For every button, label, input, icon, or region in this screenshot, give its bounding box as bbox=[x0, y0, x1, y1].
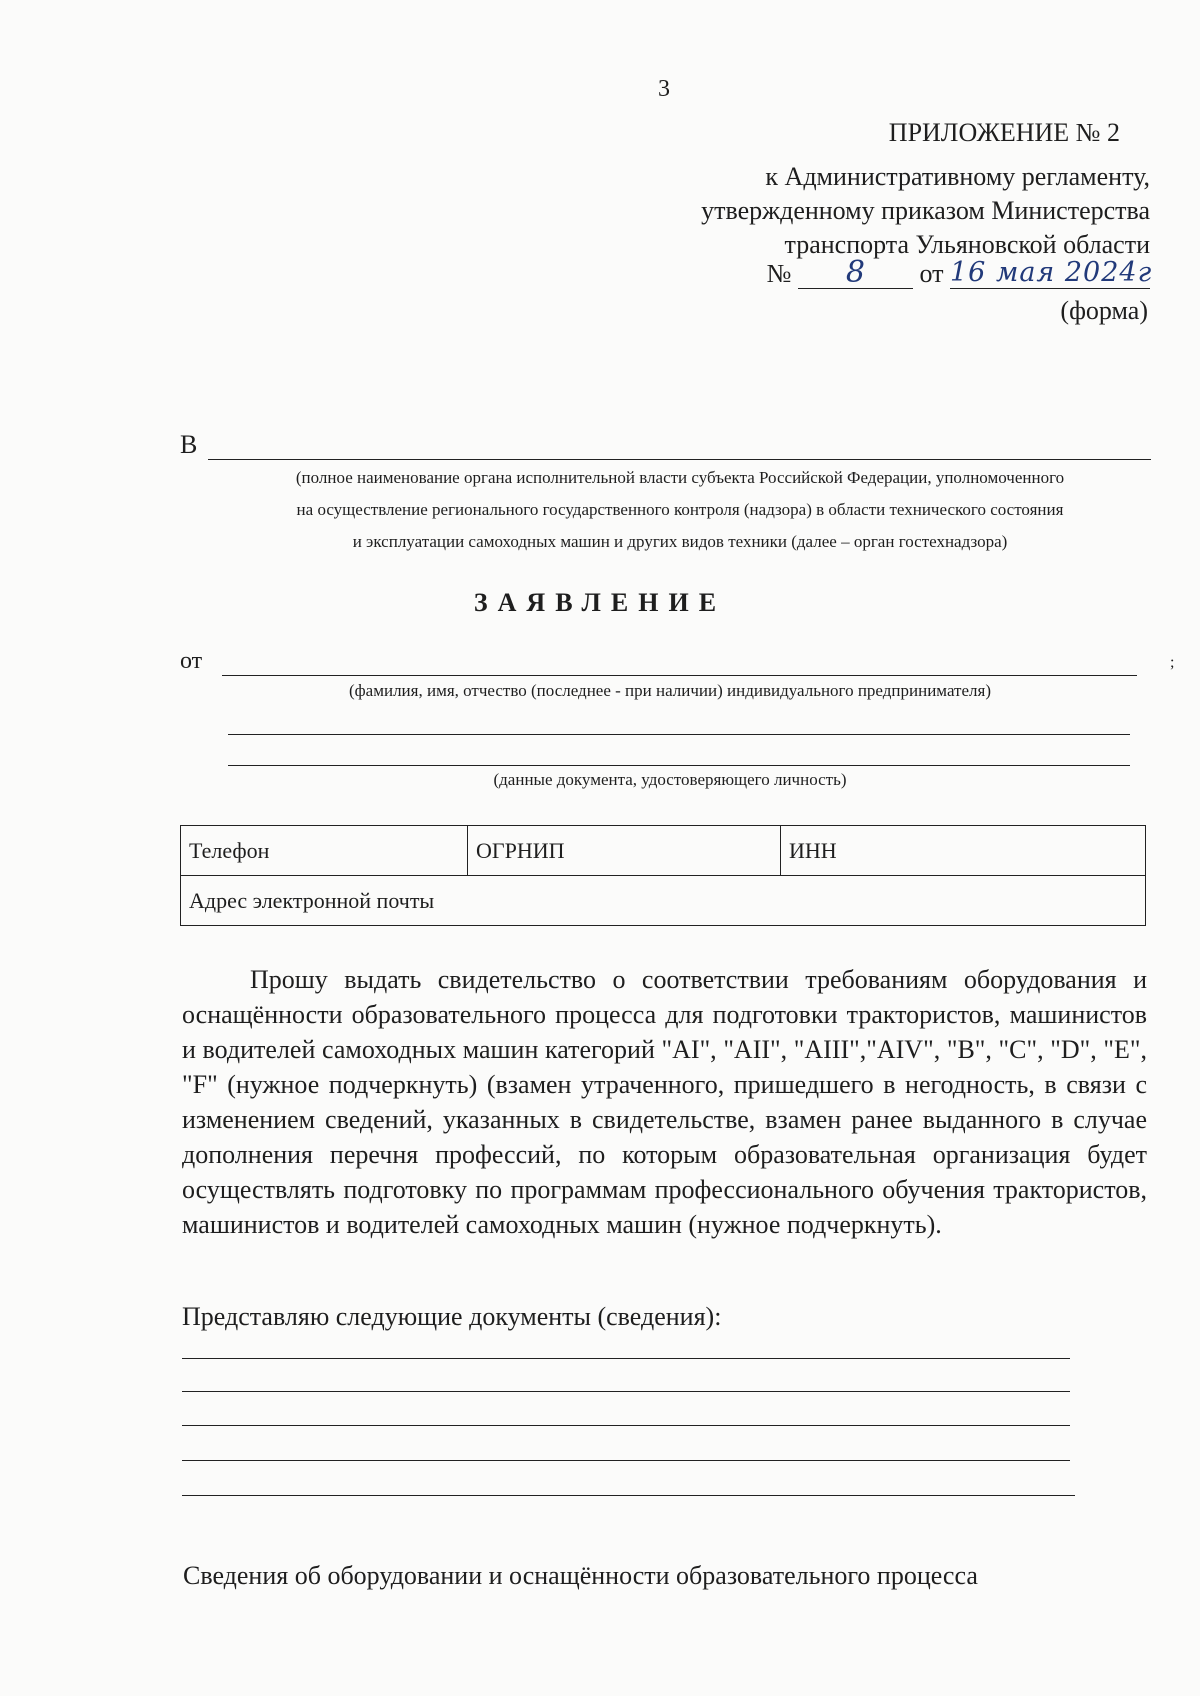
applicant-name-caption: (фамилия, имя, отчество (последнее - при наличии) индивидуального предпринимателя) bbox=[349, 681, 991, 700]
table-row bbox=[181, 826, 1146, 876]
order-number-label: № bbox=[766, 259, 792, 288]
email-cell: Адрес электронной почты bbox=[181, 876, 1146, 926]
semicolon: ; bbox=[1170, 654, 1175, 671]
appendix-line-1: к Административному регламенту, bbox=[765, 162, 1150, 191]
order-date-label: от bbox=[919, 259, 944, 288]
from-label: от bbox=[180, 648, 203, 674]
addressee-caption-line-3: и эксплуатации самоходных машин и других видов техники (далее – орган гостехнадзора) bbox=[352, 532, 1008, 551]
request-paragraph: Прошу выдать свидетельство о соответствии требованиям оборудования и оснащённости образовательного процесса для подготовки трактористов, машинистов и водителей самоходных машин категорий "AI", "AII", "AIII","AIV", "B", "C", "D", "E", "F" (нужное подчеркнуть) (взамен утраченного, пришедшего в негодность, в связи с изменением сведений, указанных в свидетельстве, взамен ранее выданного в случае дополнения перечня профессий, по которым образовательная организация будет осуществлять подготовку по программам профессионального обучения трактористов, машинистов и водителей самоходных машин (нужное подчеркнуть). bbox=[182, 965, 1147, 1239]
documents-line-4 bbox=[182, 1460, 1070, 1461]
id-document-caption: (данные документа, удостоверяющего личность) bbox=[493, 770, 847, 789]
table-row bbox=[181, 876, 1146, 926]
phone-cell: Телефон bbox=[181, 826, 468, 876]
form-label: (форма) bbox=[1060, 296, 1148, 325]
page-number: 3 bbox=[658, 76, 670, 102]
documents-line-3 bbox=[182, 1425, 1070, 1426]
equipment-label: Сведения об оборудовании и оснащённости образовательного процесса bbox=[183, 1561, 978, 1590]
statement-title: ЗАЯВЛЕНИЕ bbox=[473, 588, 727, 617]
contact-table bbox=[180, 825, 1146, 926]
addressee-label: В bbox=[180, 430, 198, 459]
addressee-caption-line-2: на осуществление регионального государственного контроля (надзора) в области технического состояния bbox=[296, 500, 1064, 519]
appendix-line-2: утвержденному приказом Министерства bbox=[701, 196, 1150, 225]
appendix-line-3: транспорта Ульяновской области bbox=[784, 230, 1150, 259]
addressee-field-line bbox=[208, 459, 1151, 460]
appendix-title: ПРИЛОЖЕНИЕ № 2 bbox=[888, 118, 1120, 147]
documents-line-5 bbox=[182, 1495, 1075, 1496]
order-date-handwritten: 16 мая 2024г bbox=[950, 257, 1153, 288]
documents-line-1 bbox=[182, 1358, 1070, 1359]
addressee-caption bbox=[215, 462, 1145, 558]
documents-label: Представляю следующие документы (сведения): bbox=[182, 1302, 722, 1331]
inn-cell: ИНН bbox=[781, 826, 1146, 876]
order-number-handwritten: 8 bbox=[798, 258, 913, 289]
ogrnip-cell: ОГРНИП bbox=[468, 826, 781, 876]
order-reference bbox=[766, 255, 1153, 290]
addressee-caption-line-1: (полное наименование органа исполнительной власти субъекта Российской Федерации, уполномоченного bbox=[295, 468, 1065, 487]
documents-line-2 bbox=[182, 1391, 1070, 1392]
id-document-line-1 bbox=[228, 734, 1130, 735]
